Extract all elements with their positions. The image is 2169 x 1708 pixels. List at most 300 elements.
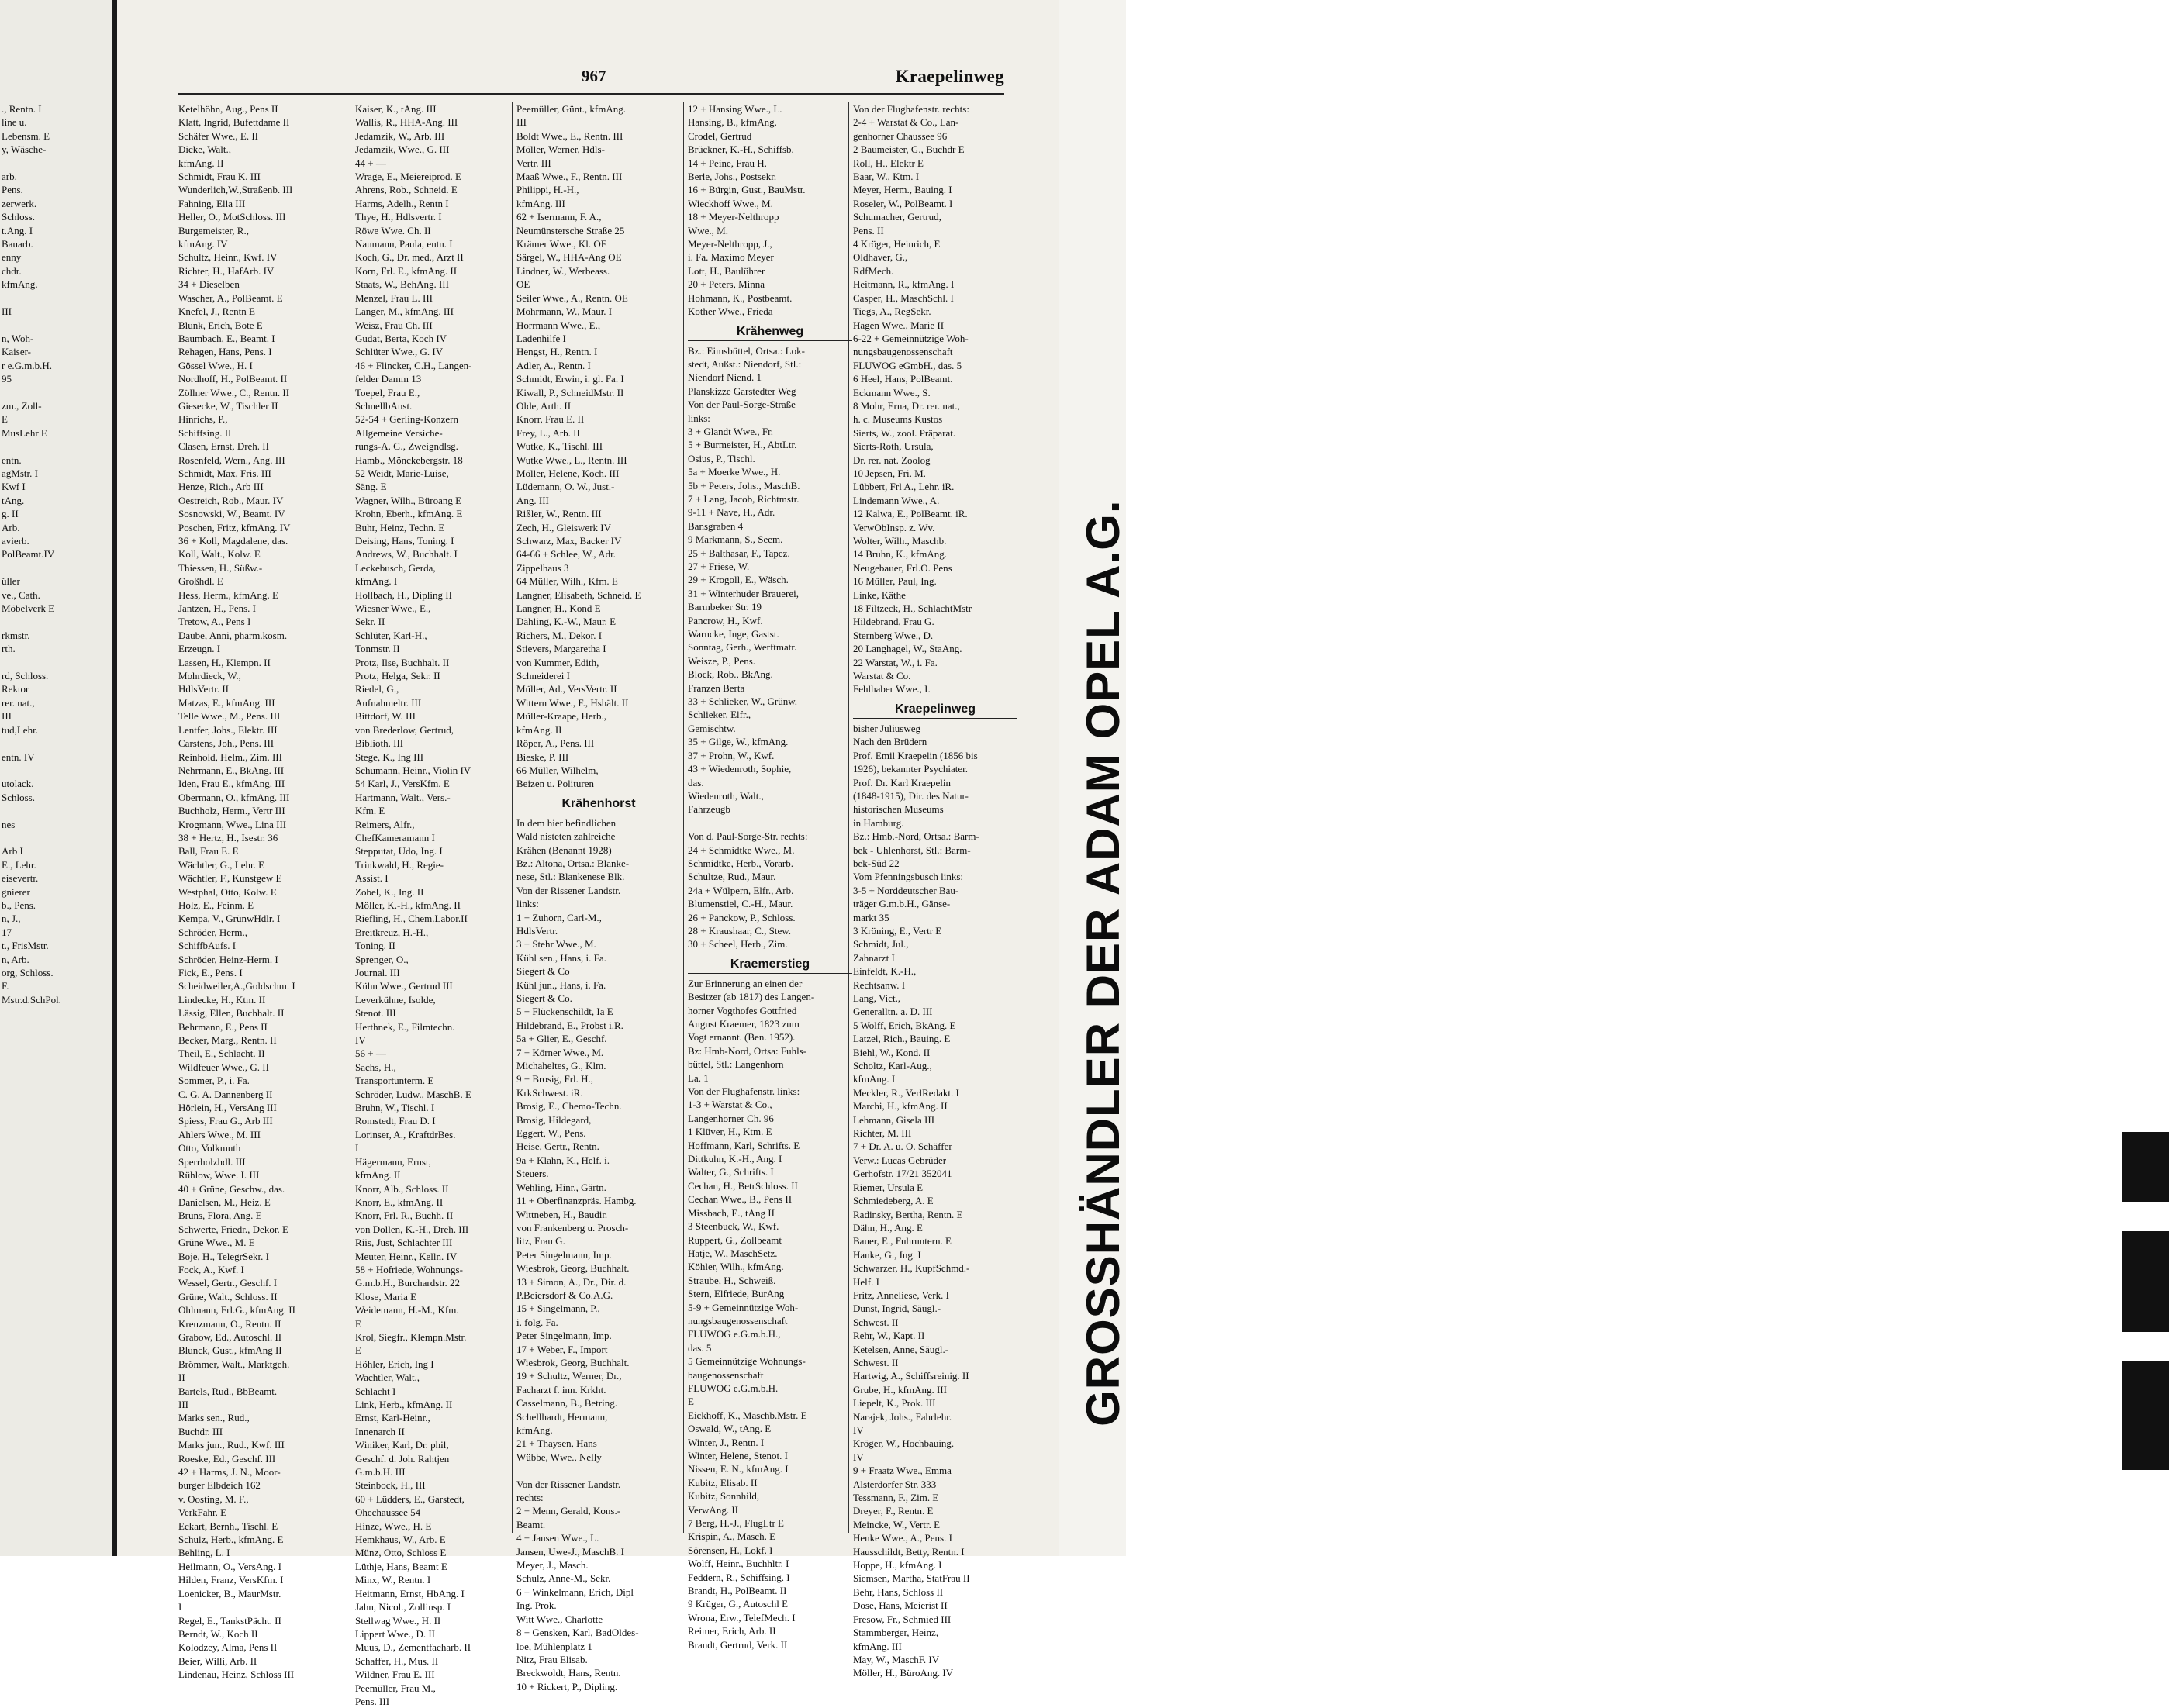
column-rule (683, 102, 684, 1533)
directory-entry: Zobel, K., Ing. II (355, 885, 424, 898)
fragment-line: r e.G.m.b.H. (2, 359, 52, 371)
directory-entry: Wiesbrok, Georg, Buchhalt. (516, 1262, 630, 1275)
directory-entry: Buhr, Heinz, Techn. E (355, 521, 445, 533)
fragment-line: tud,Lehr. (2, 723, 38, 736)
fragment-line: Kwf I (2, 481, 26, 493)
directory-entry: P.Beiersdorf & Co.A.G. (516, 1289, 613, 1301)
directory-entry: Horrmann Wwe., E., (516, 319, 601, 331)
directory-entry: Facharzt f. inn. Krkht. (516, 1383, 606, 1396)
directory-entry: FLUWOG e.G.m.b.H., (688, 1328, 781, 1341)
fragment-line (2, 656, 112, 669)
directory-entry: Dähling, K.-W., Maur. E (516, 616, 617, 628)
directory-entry: Dreyer, F., Rentn. E (853, 1505, 934, 1517)
directory-entry: 21 + Thaysen, Hans (516, 1437, 597, 1450)
directory-entry: Meckler, R., VerlRedakt. I (853, 1086, 959, 1099)
directory-entry: Harms, Adelh., Rentn I (355, 197, 449, 209)
directory-entry: Rechtsanw. I (853, 978, 906, 991)
directory-entry: HdlsVertr. II (178, 683, 229, 695)
directory-entry: C. G. A. Dannenberg II (178, 1088, 273, 1100)
directory-entry: kfmAng. (516, 1424, 553, 1436)
fragment-line: rth. (2, 643, 16, 655)
directory-entry: Bruns, Flora, Ang. E (178, 1209, 262, 1222)
directory-entry: Seiler Wwe., A., Rentn. OE (516, 292, 628, 304)
fragment-line: entn. (2, 454, 22, 466)
directory-entry: Leckebusch, Gerda, (355, 561, 436, 574)
directory-entry: Scheidweiler,A.,Goldschm. I (178, 980, 295, 992)
directory-entry: Fahning, Ella III (178, 197, 246, 209)
directory-column-1 (178, 102, 343, 1681)
directory-entry: Lübbert, Frl A., Lehr. iR. (853, 481, 955, 493)
directory-entry: Kühl sen., Hans, i. Fa. (516, 951, 606, 964)
directory-entry: kfmAng. I (355, 575, 398, 588)
directory-entry: kfmAng. I (853, 1073, 896, 1085)
directory-entry: Henze, Rich., Arb III (178, 481, 264, 493)
directory-entry: stedt, Außst.: Niendorf, Stl.: (688, 357, 802, 370)
directory-entry: Heilmann, O., VersAng. I (178, 1560, 281, 1572)
directory-entry: Knorr, Frau E. II (516, 413, 585, 426)
directory-entry: Schlüter, Karl-H., (355, 629, 427, 641)
directory-entry: SchiffbAufs. I (178, 940, 237, 952)
directory-entry: Prof. Dr. Karl Kraepelin (853, 776, 951, 788)
fragment-line: b., Pens. (2, 899, 36, 911)
directory-entry: Ang. III (516, 494, 549, 506)
directory-entry: Bz.: Altona, Ortsa.: Blanke- (516, 857, 630, 869)
directory-entry: IV (853, 1451, 864, 1463)
street-section-heading: Kraepelinweg (853, 701, 1017, 719)
directory-entry: Lindemann Wwe., A. (853, 494, 940, 506)
directory-entry: Lott, H., Baulührer (688, 264, 765, 277)
directory-entry: Fritz, Anneliese, Verk. I (853, 1289, 949, 1301)
directory-entry: horner Vogthofes Gottfried (688, 1004, 797, 1016)
directory-entry: 2 + Menn, Gerald, Kons.- (516, 1505, 621, 1517)
directory-entry: 43 + Wiedenroth, Sophie, (688, 763, 792, 775)
directory-entry: 11 + Oberfinanzpräs. Hambg. (516, 1195, 637, 1207)
directory-entry: Verw.: Lucas Gebrüder (853, 1154, 947, 1166)
directory-entry: Langer, M., kfmAng. III (355, 305, 454, 318)
directory-entry: Langner, Elisabeth, Schneid. E (516, 588, 641, 601)
directory-entry: Muus, D., Zementfacharb. II (355, 1641, 471, 1654)
directory-entry: IV (853, 1424, 864, 1436)
directory-entry: Behling, L. I (178, 1547, 230, 1559)
directory-entry: Brandt, H., PolBeamt. II (688, 1585, 787, 1597)
directory-entry: 6 + Winkelmann, Erich, Dipl (516, 1586, 634, 1598)
directory-entry: VerkFahr. E (178, 1506, 227, 1519)
fragment-line: zerwerk. (2, 197, 37, 209)
directory-entry: Müller, Ad., VersVertr. II (516, 683, 617, 695)
directory-entry: Rißler, W., Rentn. III (516, 508, 602, 520)
directory-entry: 5 + Flückenschildt, Ia E (516, 1006, 613, 1018)
directory-entry: Meyer, J., Masch. (516, 1559, 589, 1572)
directory-entry: Minx, W., Rentn. I (355, 1574, 431, 1586)
directory-entry: 64-66 + Schlee, W., Adr. (516, 548, 616, 561)
directory-entry: Dicke, Walt., (178, 143, 232, 156)
directory-entry: Blunk, Erich, Bote E (178, 319, 263, 331)
directory-entry: Heitmann, Ernst, HbAng. I (355, 1587, 465, 1599)
directory-entry: Casper, H., MaschSchl. I (853, 292, 954, 304)
directory-entry: Wald nisteten zahlreiche (516, 830, 616, 843)
directory-entry: Hollbach, H., Dipling II (355, 588, 452, 601)
directory-entry: Grabow, Ed., Autoschl. II (178, 1330, 282, 1343)
fragment-line: 17 (2, 926, 12, 938)
directory-entry: 9a + Klahn, K., Helf. i. (516, 1154, 610, 1166)
directory-entry: 19 + Schultz, Werner, Dr., (516, 1370, 622, 1382)
directory-entry: Eckmann Wwe., S. (853, 386, 931, 399)
directory-entry: Peter Singelmann, Imp. (516, 1330, 612, 1342)
directory-entry: Baar, W., Ktm. I (853, 171, 920, 183)
directory-entry: Sekr. II (355, 616, 385, 628)
directory-entry: Meyer-Nelthropp, J., (688, 238, 772, 250)
directory-entry: litz, Frau G. (516, 1235, 565, 1247)
directory-entry: Marks sen., Rud., (178, 1412, 250, 1424)
directory-entry: 36 + Koll, Magdalene, das. (178, 535, 288, 547)
directory-entry: 9-11 + Nave, H., Adr. (688, 506, 775, 519)
directory-entry: Wwe., M. (688, 224, 728, 236)
fragment-line: arb. (2, 171, 17, 183)
fragment-line: n, Arb. (2, 953, 29, 965)
directory-entry: Narajek, Johs., Fahrlehr. (853, 1410, 952, 1423)
directory-entry: Berndt, W., Koch II (178, 1627, 258, 1640)
directory-entry: Eggert, W., Pens. (516, 1127, 586, 1140)
directory-entry: Schröder, Ludw., MaschB. E (355, 1088, 471, 1100)
directory-entry: 33 + Schlieker, W., Grünw. (688, 695, 798, 708)
directory-entry: Steuers. (516, 1168, 549, 1180)
directory-entry: Müller-Kraape, Herb., (516, 710, 606, 723)
fragment-line: tAng. (2, 494, 25, 506)
directory-entry: E (355, 1344, 361, 1357)
directory-entry: Hägermann, Ernst, (355, 1155, 431, 1168)
directory-entry: Nehrmann, E., BkAng. III (178, 764, 285, 776)
directory-entry: Kolodzey, Alma, Pens II (178, 1641, 278, 1654)
directory-entry: Fick, E., Pens. I (178, 967, 243, 978)
directory-column-4 (688, 102, 852, 1651)
directory-entry: Schwerte, Friedr., Dekor. E (178, 1223, 288, 1235)
directory-entry: Wolter, Wilh., Maschb. (853, 535, 947, 547)
fragment-line: Kaiser- (2, 346, 31, 358)
directory-entry: Kühl jun., Hans, i. Fa. (516, 978, 606, 991)
directory-entry: Schultz, Heinr., Kwf. IV (178, 251, 278, 264)
directory-entry: Weisz, Frau Ch. III (355, 319, 433, 331)
directory-entry: Oswald, W., tAng. E (688, 1423, 772, 1435)
fragment-line: agMstr. I (2, 467, 38, 479)
directory-entry: Großhdl. E (178, 575, 223, 588)
directory-entry: 5 Wolff, Erich, BkAng. E (853, 1019, 956, 1031)
directory-entry: Zahnarzt I (853, 951, 895, 964)
directory-entry: Jantzen, H., Pens. I (178, 602, 257, 615)
directory-entry: Peemüller, Günt., kfmAng. (516, 103, 627, 115)
directory-entry: Assist. I (355, 872, 389, 885)
fragment-line: III (2, 710, 12, 723)
directory-entry: Westphal, Otto, Kolw. E (178, 885, 277, 898)
directory-entry: von Frankenberg u. Prosch- (516, 1221, 629, 1234)
directory-entry: Wallis, R., HHA-Ang. III (355, 116, 458, 129)
directory-entry: Wiesner Wwe., E., (355, 602, 431, 615)
directory-entry: G.m.b.H., Burchardstr. 22 (355, 1277, 461, 1289)
directory-entry: Breckwoldt, Hans, Rentn. (516, 1667, 621, 1679)
directory-entry: Becker, Marg., Rentn. II (178, 1034, 277, 1047)
directory-entry: 3-5 + Norddeutscher Bau- (853, 884, 959, 896)
directory-entry: Berle, Johs., Postsekr. (688, 171, 777, 183)
directory-entry: Andrews, W., Buchhalt. I (355, 548, 458, 561)
directory-entry: Steinbock, H., III (355, 1479, 426, 1492)
directory-entry: Brömmer, Walt., Marktgeh. (178, 1358, 290, 1370)
directory-entry: Hartmann, Walt., Vers.- (355, 791, 451, 803)
directory-entry: Toepel, Frau E., (355, 386, 420, 399)
fragment-line: t.Ang. I (2, 224, 33, 236)
directory-entry: 1 Klüver, H., Ktm. E (688, 1126, 772, 1138)
directory-entry: Lorinser, A., KraftdrBes. (355, 1128, 456, 1140)
directory-entry: Frey, L., Arb. II (516, 426, 580, 439)
directory-entry: Schwest. II (853, 1316, 899, 1328)
directory-entry: 9 Markmann, S., Seem. (688, 533, 783, 546)
directory-entry: 4 + Jansen Wwe., L. (516, 1532, 599, 1544)
directory-entry: Stievers, Margaretha I (516, 643, 606, 655)
directory-entry: Carstens, Joh., Pens. III (178, 737, 275, 750)
directory-entry: Olde, Arth. II (516, 399, 572, 412)
directory-entry: Brandt, Gertrud, Verk. II (688, 1638, 788, 1651)
directory-entry: 37 + Prohn, W., Kwf. (688, 749, 775, 761)
directory-entry: 7 + Dr. A. u. O. Schäffer (853, 1140, 952, 1153)
directory-entry: 6-22 + Gemeinnützige Woh- (853, 332, 969, 344)
directory-entry: Ing. Prok. (516, 1599, 557, 1612)
directory-entry: Ohechaussee 54 (355, 1506, 421, 1519)
directory-entry: Lindenau, Heinz, Schloss III (178, 1668, 295, 1681)
directory-entry: nungsbaugenossenschaft (688, 1314, 788, 1327)
fragment-line (2, 615, 112, 628)
directory-entry: Crodel, Gertrud (688, 129, 752, 142)
directory-entry: Tiegs, A., RegSekr. (853, 305, 931, 318)
directory-entry: 24 + Schmidtke Wwe., M. (688, 844, 795, 856)
directory-entry: Trinkwald, H., Regie- (355, 858, 444, 871)
directory-entry: Bauer, E., Fuhruntern. E (853, 1235, 952, 1247)
directory-entry: Niendorf Niend. 1 (688, 371, 762, 384)
directory-entry: IV (355, 1034, 366, 1047)
directory-entry: Erzeugn. I (178, 643, 221, 655)
directory-entry: Wehling, Hinr., Gärtn. (516, 1181, 606, 1193)
directory-entry: Lehmann, Gisela III (853, 1113, 935, 1126)
directory-entry: Grüne, Walt., Schloss. II (178, 1290, 278, 1303)
directory-entry: 6 Heel, Hans, PolBeamt. (853, 373, 953, 385)
directory-entry: Schmidtke, Herb., Vorarb. (688, 857, 793, 869)
directory-entry: Möller, Helene, Koch. III (516, 467, 620, 479)
directory-entry: Wildfeuer Wwe., G. II (178, 1061, 269, 1073)
directory-entry: Hausschildt, Betty, Rentn. I (853, 1545, 965, 1558)
directory-entry: Lassen, H., Klempn. II (178, 656, 271, 668)
fragment-line: kfmAng. (2, 278, 38, 291)
directory-entry: Hoffmann, Karl, Schrifts. E (688, 1139, 800, 1151)
directory-entry: Nach den Brüdern (853, 736, 927, 748)
directory-entry: Dunst, Ingrid, Säugl.- (853, 1303, 941, 1315)
directory-entry: 56 + — (355, 1047, 386, 1060)
directory-entry: Heise, Gertr., Rentn. (516, 1140, 599, 1153)
directory-entry: Möller, K.-H., kfmAng. II (355, 899, 461, 911)
directory-entry: Generalltn. a. D. III (853, 1006, 933, 1018)
directory-entry: Krämer Wwe., Kl. OE (516, 238, 607, 250)
directory-entry: v. Oosting, M. F., (178, 1492, 249, 1505)
directory-entry: Ketelhöhn, Aug., Pens II (178, 103, 278, 115)
fragment-line: n, Woh- (2, 332, 34, 344)
directory-entry: Neugebauer, Frl.O. Pens (853, 561, 952, 574)
directory-entry: Winter, J., Rentn. I (688, 1436, 765, 1448)
directory-entry: Daube, Anni, pharm.kosm. (178, 629, 288, 641)
directory-entry: 58 + Hofriede, Wohnungs- (355, 1263, 463, 1275)
directory-entry (516, 1464, 681, 1477)
directory-entry: Knefel, J., Rentn E (178, 305, 255, 318)
directory-entry: Schmidt, Frau K. III (178, 171, 261, 183)
directory-entry: rungs-A. G., Zweigndlsg. (355, 440, 458, 453)
directory-entry: Schiffsing. II (178, 426, 232, 439)
fragment-line (2, 561, 112, 575)
directory-entry: Beizen u. Polituren (516, 778, 595, 790)
directory-entry: Heller, O., MotSchloss. III (178, 211, 286, 223)
directory-entry: Planskizze Garstedter Weg (688, 385, 796, 397)
directory-entry: Block, Rob., BkAng. (688, 668, 773, 681)
directory-entry: Hoppe, H., kfmAng. I (853, 1559, 942, 1572)
directory-entry: (1848-1915), Dir. des Natur- (853, 789, 969, 802)
fragment-line: Lebensm. E (2, 129, 50, 142)
directory-entry: Nitz, Frau Elisab. (516, 1653, 588, 1665)
fragment-line: org, Schloss. (2, 967, 54, 978)
directory-entry: Grube, H., kfmAng. III (853, 1383, 947, 1396)
directory-entry: 7 + Körner Wwe., M. (516, 1046, 604, 1058)
spine-block (2122, 1132, 2169, 1202)
directory-entry: 16 Müller, Paul, Ing. (853, 575, 937, 588)
fragment-line: line u. (2, 116, 27, 129)
directory-entry: Fahrzeugb (688, 803, 730, 816)
directory-entry: Toning. II (355, 940, 395, 952)
directory-entry: 1-3 + Warstat & Co., (688, 1099, 772, 1111)
directory-entry: felder Damm 13 (355, 373, 422, 385)
fragment-line: n, J., (2, 913, 21, 925)
directory-entry: Säng. E (355, 481, 387, 493)
directory-entry: Siegert & Co. (516, 992, 572, 1004)
directory-entry: 2-4 + Warstat & Co., Lan- (853, 116, 959, 129)
directory-entry: Riefling, H., Chem.Labor.II (355, 913, 468, 925)
directory-entry: Von der Paul-Sorge-Straße (688, 399, 796, 411)
directory-entry: Siegert & Co (516, 965, 570, 978)
directory-entry: Helf. I (853, 1275, 879, 1288)
directory-entry: Buchdr. III (178, 1425, 223, 1437)
directory-entry: 54 Karl, J., VersKfm. E (355, 778, 450, 790)
directory-entry: Bz.: Hmb.-Nord, Ortsa.: Barm- (853, 830, 979, 843)
directory-entry: Behrmann, E., Pens II (178, 1020, 268, 1033)
directory-entry: HdlsVertr. (516, 924, 558, 937)
directory-entry: Beamt. (516, 1518, 546, 1530)
directory-entry: Roeske, Ed., Geschf. III (178, 1452, 276, 1465)
directory-entry: Richers, M., Dekor. I (516, 629, 603, 641)
directory-entry: 24a + Wülpern, Elfr., Arb. (688, 884, 794, 896)
directory-entry: ChefKameramann I (355, 831, 435, 844)
directory-entry: 12 + Hansing Wwe., L. (688, 103, 782, 115)
directory-entry: Wutke, K., Tischl. III (516, 440, 603, 453)
directory-entry: 5 + Burmeister, H., AbtLtr. (688, 439, 797, 451)
directory-entry: Schröder, Herm., (178, 926, 248, 938)
directory-entry: Boje, H., TelegrSekr. I (178, 1250, 269, 1262)
directory-entry: Schmidt, Erwin, i. gl. Fa. I (516, 373, 624, 385)
directory-entry: Biehl, W., Kond. II (853, 1046, 931, 1058)
directory-entry: Biblioth. III (355, 737, 404, 750)
directory-entry: Hohmann, K., Postbeamt. (688, 292, 793, 304)
directory-entry: 27 + Friese, W. (688, 561, 750, 572)
directory-entry: Zippelhaus 3 (516, 561, 569, 574)
directory-entry: Schlacht I (355, 1385, 396, 1397)
directory-entry: I (178, 1601, 182, 1613)
directory-entry: Knorr, Alb., Schloss. II (355, 1182, 449, 1195)
fragment-line: chdr. (2, 264, 22, 277)
directory-entry: Besitzer (ab 1817) des Langen- (688, 991, 815, 1003)
directory-entry: Jedamzik, Wwe., G. III (355, 143, 450, 156)
directory-entry: Fehlhaber Wwe., I. (853, 683, 931, 695)
directory-entry: Wrage, E., Meiereiprod. E (355, 171, 462, 183)
directory-entry: Jansen, Uwe-J., MaschB. I (516, 1545, 625, 1558)
directory-entry: Schlüter Wwe., G. IV (355, 346, 444, 358)
directory-entry: Köhler, Wilh., kfmAng. (688, 1261, 784, 1273)
directory-entry: Rühlow, Wwe. I. III (178, 1169, 260, 1182)
directory-entry: Münz, Otto, Schloss E (355, 1547, 447, 1559)
directory-entry: Möller, Werner, Hdls- (516, 143, 605, 156)
directory-entry: 3 Kröning, E., Vertr E (853, 924, 942, 937)
directory-entry: Meyer, Herm., Bauing. I (853, 184, 952, 196)
directory-entry: Bruhn, W., Tischl. I (355, 1102, 435, 1114)
directory-entry: Feddern, R., Schiffsing. I (688, 1571, 790, 1583)
directory-entry: Koch, G., Dr. med., Arzt II (355, 251, 464, 264)
directory-entry: E (688, 1396, 694, 1408)
directory-entry: Wascher, A., PolBeamt. E (178, 292, 283, 304)
fragment-line: üller (2, 575, 20, 588)
directory-entry: genhorner Chaussee 96 (853, 129, 948, 142)
directory-entry: bek - Uhlenhorst, Stl.: Barm- (853, 844, 971, 856)
directory-entry: Pens. III (355, 1695, 390, 1707)
directory-entry: Zech, H., Gleiswerk IV (516, 521, 612, 533)
directory-entry: Hamb., Mönckebergstr. 18 (355, 454, 463, 466)
directory-entry: 10 Jepsen, Fri. M. (853, 467, 926, 479)
fragment-line: enny (2, 251, 22, 264)
directory-entry: Warstat & Co. (853, 670, 911, 682)
directory-entry: 64 Müller, Wilh., Kfm. E (516, 575, 618, 588)
directory-entry: 30 + Scheel, Herb., Zim. (688, 938, 788, 951)
directory-entry: Bartels, Rud., BbBeamt. (178, 1385, 278, 1397)
directory-entry: 3 + Stehr Wwe., M. (516, 938, 596, 951)
directory-entry: kfmAng. II (355, 1169, 401, 1182)
directory-entry: 46 + Flincker, C.H., Langen- (355, 359, 472, 371)
directory-entry: Krogmann, Wwe., Lina III (178, 818, 287, 830)
fragment-line (2, 319, 112, 332)
directory-entry: Barmbeker Str. 19 (688, 601, 762, 613)
directory-entry: Wildner, Frau E. III (355, 1668, 435, 1681)
directory-entry: Schumacher, Gertrud, (853, 211, 941, 223)
directory-entry: Warncke, Inge, Gastst. (688, 628, 779, 640)
directory-entry: Ball, Frau E. E (178, 845, 239, 857)
directory-entry: träger G.m.b.H., Gänse- (853, 898, 951, 910)
directory-entry: Dittkuhn, K.-H., Ang. I (688, 1153, 782, 1165)
directory-entry: Koll, Walt., Kolw. E (178, 548, 261, 561)
directory-entry: Knorr, E., kfmAng. II (355, 1196, 444, 1208)
directory-entry: baugenossenschaft (688, 1368, 764, 1381)
directory-entry: Schäfer Wwe., E. II (178, 129, 258, 142)
directory-entry: 28 + Kraushaar, C., Stew. (688, 924, 792, 937)
directory-entry: 26 + Panckow, P., Schloss. (688, 911, 796, 923)
directory-entry: Holz, E., Feinm. E (178, 899, 254, 911)
directory-entry: Sierts-Roth, Ursula, (853, 440, 934, 453)
directory-entry: Leverkühne, Isolde, (355, 993, 436, 1006)
directory-entry: Hagen Wwe., Marie II (853, 319, 945, 331)
fragment-line: 95 (2, 373, 12, 385)
directory-entry: Schröder, Heinz-Herm. I (178, 953, 278, 965)
directory-column-3 (516, 102, 681, 1692)
fragment-line: Bauarb. (2, 238, 33, 250)
fragment-line: ve., Cath. (2, 588, 40, 601)
directory-entry: Wächtler, G., Lehr. E (178, 858, 265, 871)
fragment-line (2, 440, 112, 453)
